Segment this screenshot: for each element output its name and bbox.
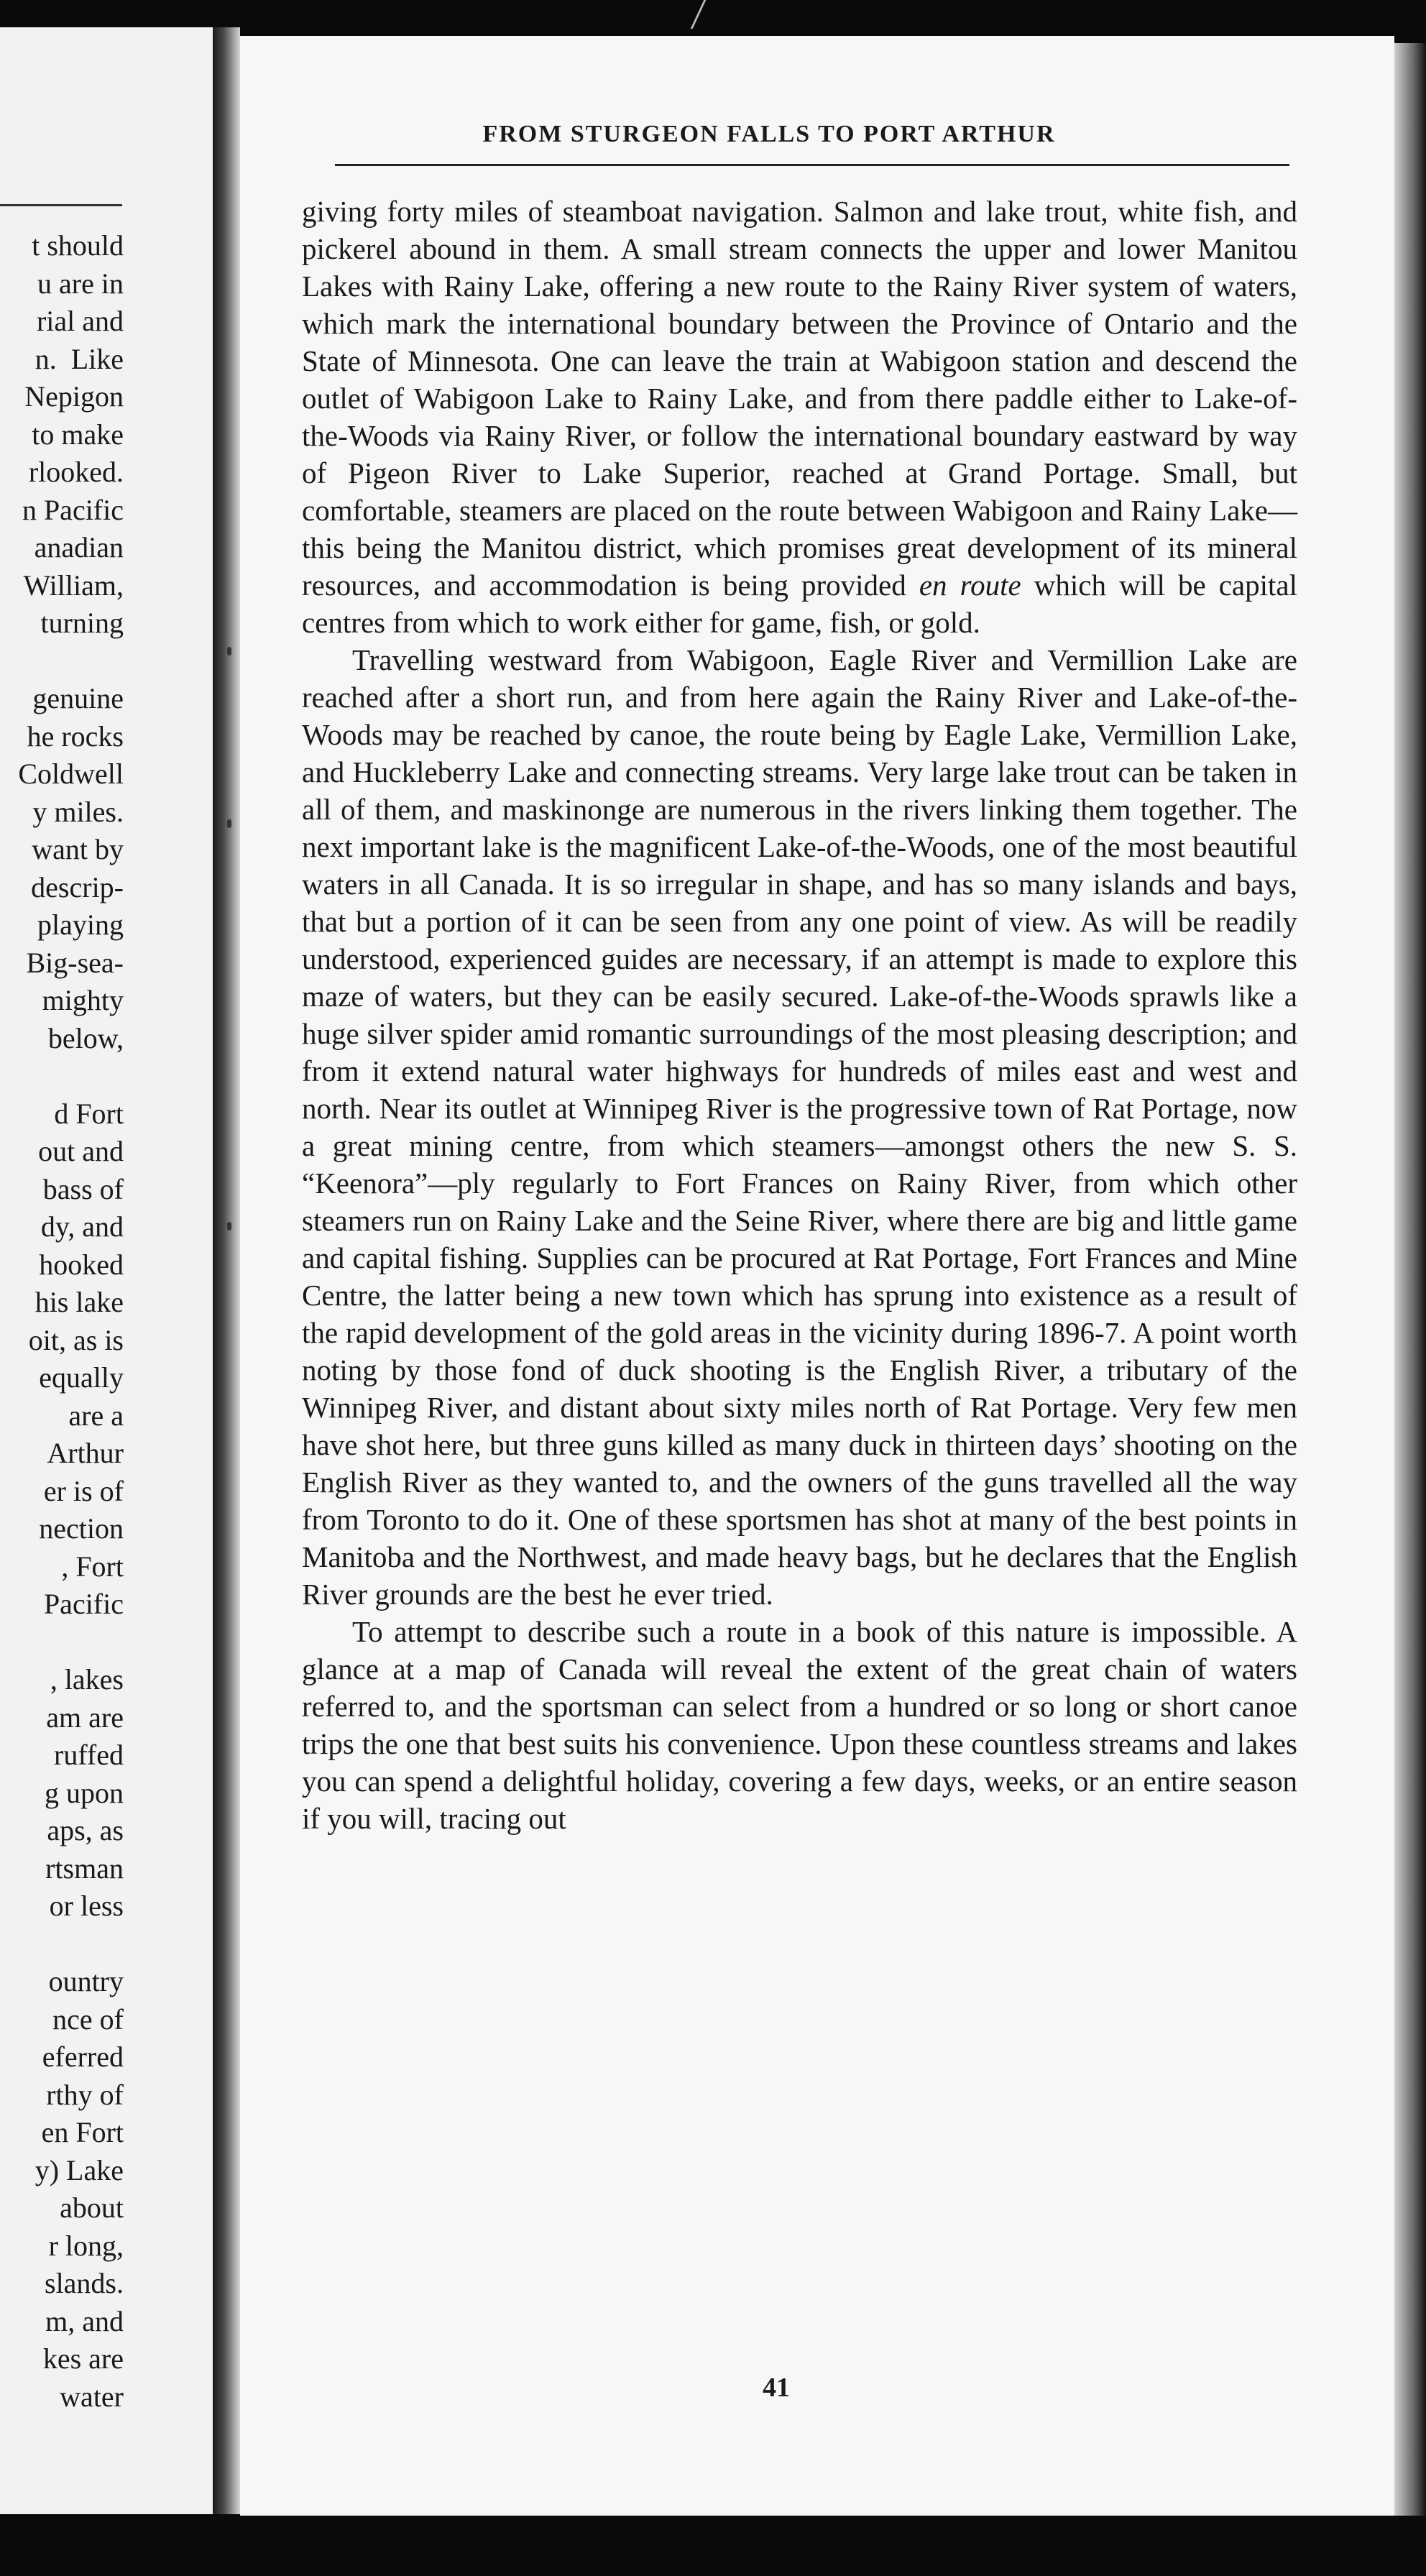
left-page-line: water xyxy=(60,2380,124,2413)
paragraph-2 xyxy=(302,641,1297,1613)
left-page-line: m, and xyxy=(45,2304,124,2337)
left-page-rule xyxy=(0,204,122,206)
left-page-line: rtsman xyxy=(45,1852,124,1885)
left-page-text-fragments xyxy=(0,227,124,2416)
left-page-line: equally xyxy=(39,1361,124,1394)
book-gutter xyxy=(213,27,240,2514)
left-page-line: below, xyxy=(47,1021,124,1054)
left-page-line: he rocks xyxy=(27,719,124,753)
gutter-mark xyxy=(227,819,231,828)
left-page-line: kes are xyxy=(42,2342,124,2375)
left-page-line: oit, as is xyxy=(28,1323,124,1356)
paragraph-1-italic: en route xyxy=(919,569,1021,602)
left-page-line: eferred xyxy=(42,2041,124,2073)
left-page-line: want by xyxy=(32,833,124,865)
left-page-line: g upon xyxy=(45,1776,124,1809)
paragraph-1-text: giving forty miles of steamboat navigation. Salmon and lake trout, white fish, and pickerel abound in them. A small stream connects the upper and lower Manitou Lakes with Rainy Lake, offering a new route to the Rainy River system of waters, which mark the international boundary between the Province of Ontario and the State of Minnesota. One can leave the train at Wabigoon station and descend the outlet of Wabigoon Lake to Rainy Lake, and from there paddle either to Lake-of-the-Woods via Rainy River, or follow the international boundary eastward by way of Pigeon River to Lake Superior, reached at Grand Portage. Small, but comfortable, steamers are placed on the route between Wabigoon and Rainy Lake—this being the Manitou district, which promises great development of its mineral resources, and accommodation is being provided xyxy=(302,195,1297,602)
left-page-line: y miles. xyxy=(32,795,124,828)
left-page-line: t should xyxy=(32,229,124,262)
left-page-line: to make xyxy=(32,418,124,451)
left-page-line: William, xyxy=(23,569,124,602)
left-page-line: n. Like xyxy=(34,342,124,375)
left-page-line: am are xyxy=(46,1701,124,1734)
left-page-line: en Fort xyxy=(41,2116,124,2148)
left-page-line: aps, as xyxy=(47,1814,124,1846)
left-page-line: rlooked. xyxy=(28,456,124,488)
gutter-mark xyxy=(227,647,231,656)
running-head: FROM STURGEON FALLS TO PORT ARTHUR xyxy=(482,121,1056,147)
paragraph-3 xyxy=(302,1613,1297,1837)
page-number: 41 xyxy=(763,2373,790,2403)
header-rule xyxy=(335,164,1289,166)
left-page-line: anadian xyxy=(34,531,124,564)
paragraph-2-text: Travelling westward from Wabigoon, Eagle River and Vermillion Lake are reached after a short run, and from here again the Rainy River and Lake-of-the-Woods may be reached by canoe, the route being by Eagle Lake, Vermillion Lake, and Huckleberry Lake and connecting streams. Very large lake trout can be taken in all of them, and maskinonge are numerous in the rivers linking them together. The next important lake is the magnificent Lake-of-the-Woods, one of the most beautiful waters in all Canada. It is so irregular in shape, and has so many islands and bays, that but a portion of it can be seen from any one point of view. As will be readily understood, experienced guides are necessary, if an attempt is made to explore this maze of waters, but they can be easily secured. Lake-of-the-Woods sprawls like a huge silver spider amid romantic surroundings of the most pleasing description; and from it extend natural water highways for hundreds of miles east and west and north. Near its outlet at Winnipeg River is the progressive town of Rat Portage, now a great mining centre, from which steamers—amongst others the new S. S. “Keenora”—ply regularly to Fort Frances on Rainy River, from which other steamers run on Rainy Lake and the Seine River, where there are big and little game and capital fishing. Supplies can be procured at Rat Portage, Fort Frances and Mine Centre, the latter being a new town which has sprung into existence as a result of the rapid development of the gold areas in the vicinity during 1896-7. A point worth noting by those fond of duck shooting is the English River, a tributary of the Winnipeg River, and distant about sixty miles north of Rat Portage. Very few men have shot here, but three guns killed as many duck in thirteen days’ shooting on the English River as they wanted to, and the owners of the guns travelled all the way from Toronto to do it. One of these sportsmen has shot at many of the best points in Manitoba and the Northwest, and made heavy bags, but he declares that the English River grounds are the best he ever tried. xyxy=(302,643,1297,1611)
left-page-line: his lake xyxy=(34,1286,124,1318)
left-page-line: mighty xyxy=(42,984,124,1016)
left-page-line: ountry xyxy=(48,1965,124,1997)
left-page-line: , Fort xyxy=(61,1550,124,1583)
paragraph-1 xyxy=(302,193,1297,641)
left-page-line: Pacific xyxy=(43,1588,124,1620)
left-page-line: are a xyxy=(68,1399,124,1432)
left-page-line xyxy=(0,1057,124,1095)
left-page-line: Nepigon xyxy=(24,380,124,413)
left-page-line: u are in xyxy=(37,267,124,300)
scan-bottom-border xyxy=(0,2516,1426,2576)
left-page-line: bass of xyxy=(42,1172,124,1205)
left-page-line: genuine xyxy=(32,682,124,714)
left-page-line: out and xyxy=(38,1135,124,1167)
left-page-line: Arthur xyxy=(47,1437,124,1469)
left-page-line xyxy=(0,643,124,681)
left-page-line: , lakes xyxy=(50,1663,124,1696)
left-page-line: about xyxy=(60,2191,124,2224)
gutter-mark xyxy=(227,1222,231,1230)
main-text xyxy=(302,193,1297,1837)
left-page-line: ruffed xyxy=(54,1739,124,1771)
left-page-line: nce of xyxy=(52,2002,124,2036)
left-page-line: nection xyxy=(39,1512,124,1545)
left-page-line: Coldwell xyxy=(18,758,124,790)
left-page-line: turning xyxy=(40,607,124,639)
left-page-line: descrip- xyxy=(31,870,124,903)
left-page-line xyxy=(0,1624,124,1662)
left-page-line: hooked xyxy=(39,1248,124,1281)
paragraph-1-text-end: which will be capital centres from which to work either for game, fish, or gold. xyxy=(302,569,1298,639)
left-page-line: rial and xyxy=(36,305,124,337)
right-page-edge xyxy=(1394,43,1426,2516)
paragraph-3-text: To attempt to describe such a route in a book of this nature is impossible. A glance at a map of Canada will reveal the extent of the great chain of waters referred to, and the sportsman can select from a hundred or so long or short canoe trips the one that best suits his convenience. Upon these countless streams and lakes you can spend a delightful holiday, covering a few days, weeks, or an entire season if you will, tracing out xyxy=(302,1615,1297,1835)
left-page-line: r long, xyxy=(48,2229,124,2262)
left-page-line: rthy of xyxy=(46,2078,124,2111)
left-page-line: dy, and xyxy=(40,1210,124,1243)
left-page-line: playing xyxy=(37,908,124,941)
left-page-line: or less xyxy=(49,1890,124,1922)
left-page-line: n Pacific xyxy=(22,493,124,526)
left-page-line: y) Lake xyxy=(34,2153,124,2186)
left-page-line: d Fort xyxy=(54,1097,124,1130)
left-page xyxy=(0,27,215,2514)
left-page-line: Big-sea- xyxy=(26,946,124,979)
left-page-line: er is of xyxy=(43,1474,124,1507)
left-page-line xyxy=(0,1926,124,1964)
left-page-line: slands. xyxy=(45,2267,124,2299)
